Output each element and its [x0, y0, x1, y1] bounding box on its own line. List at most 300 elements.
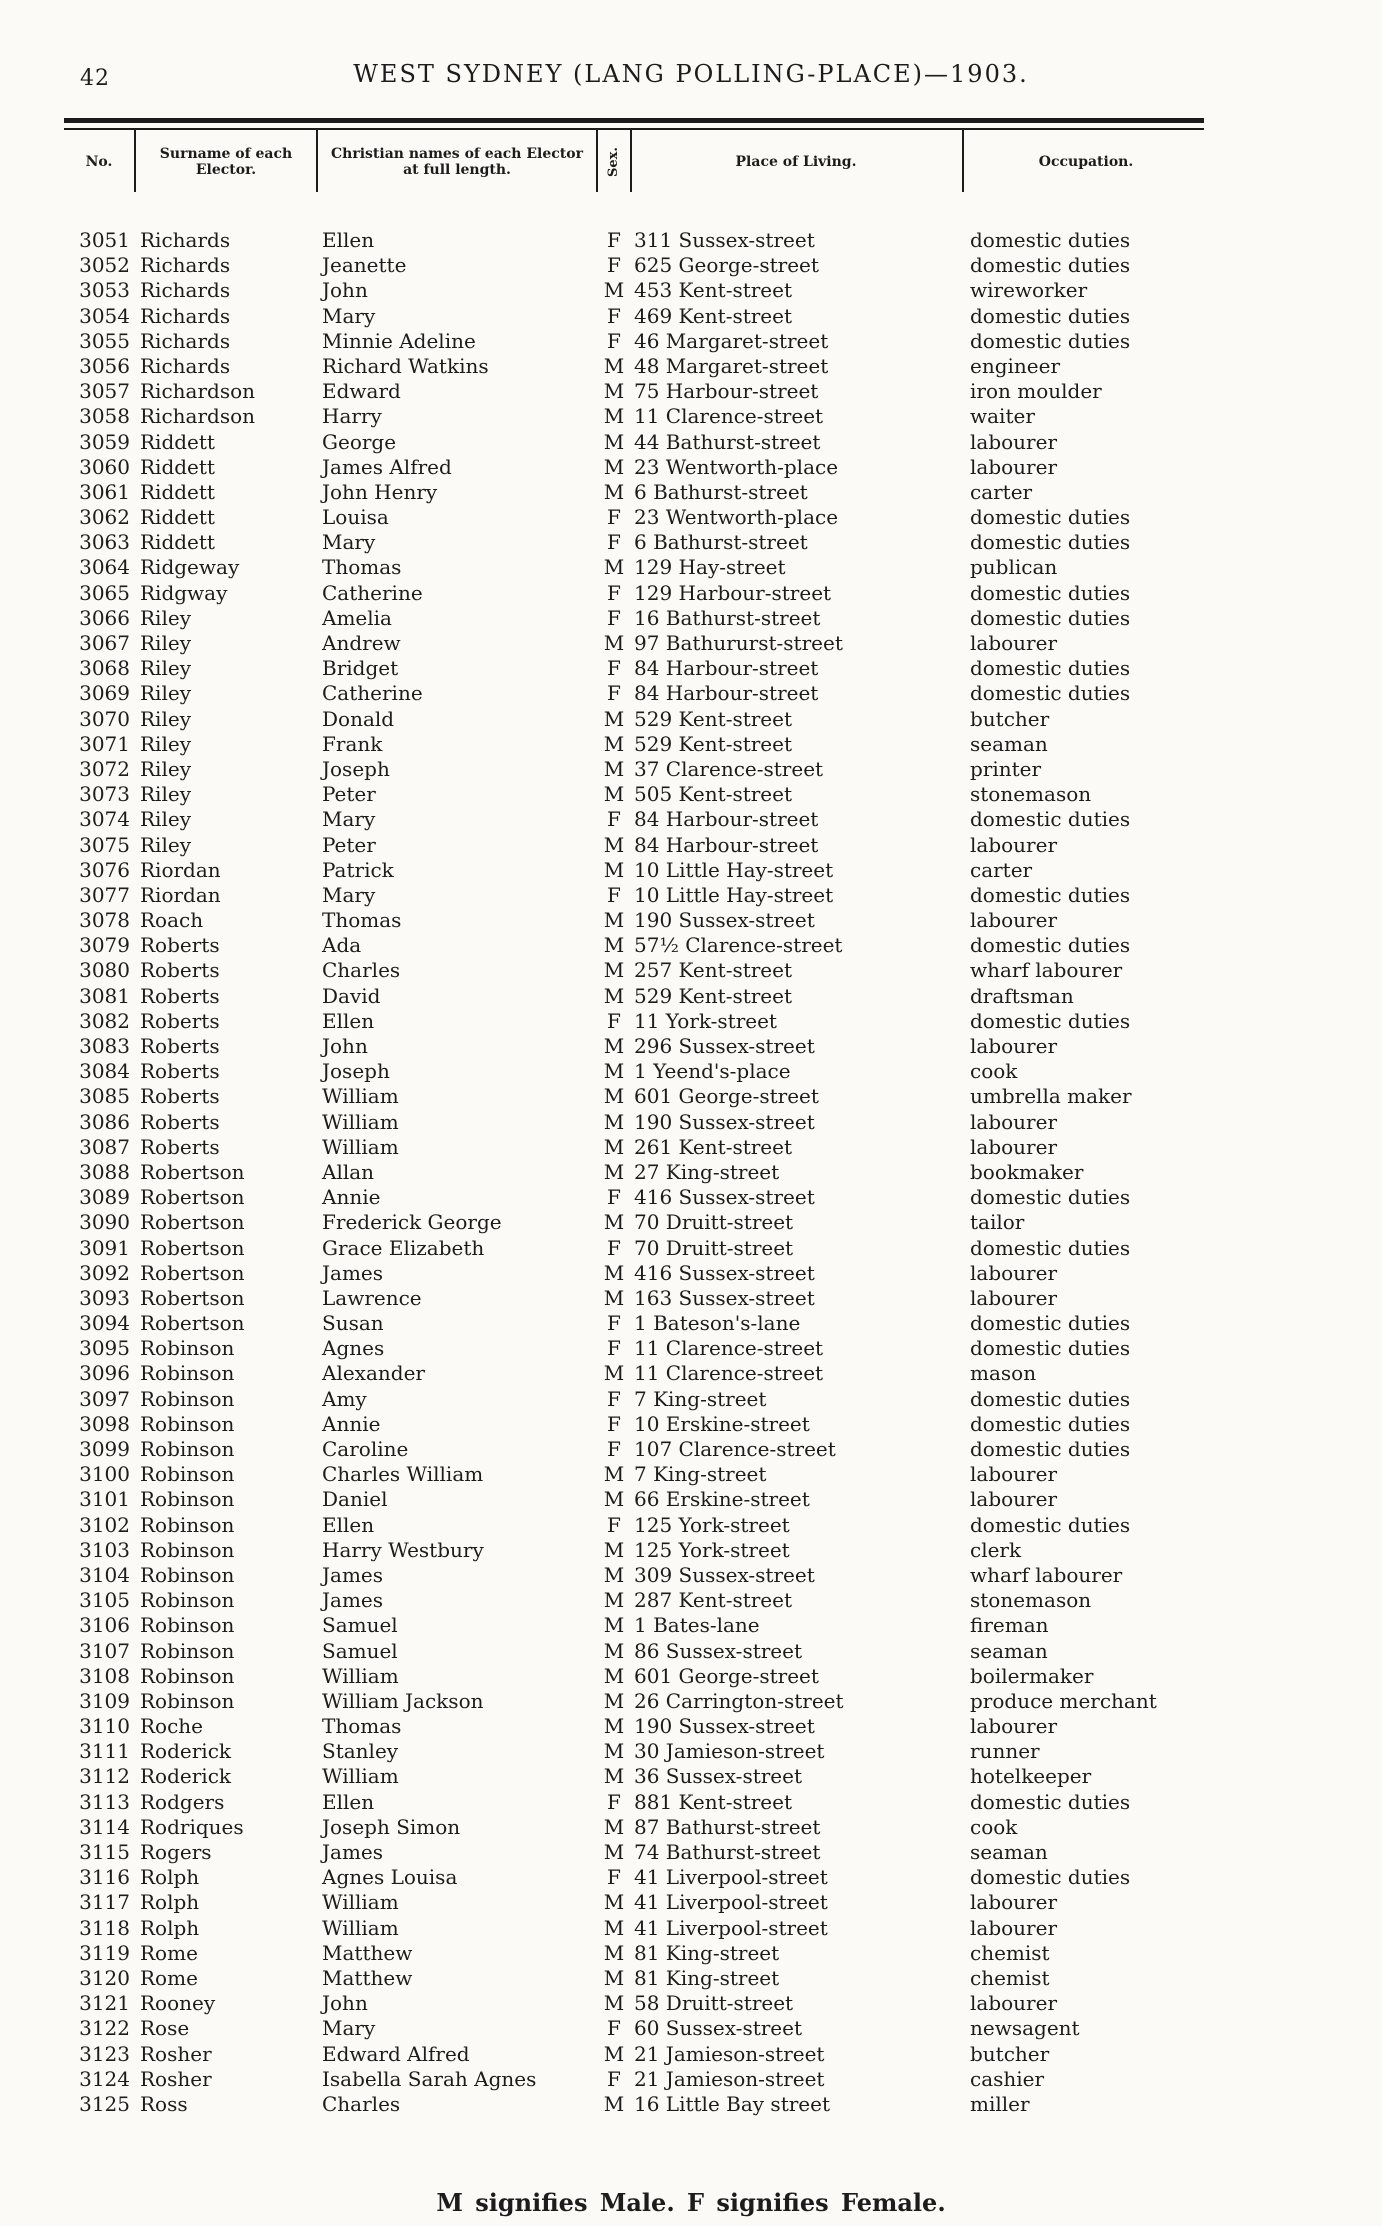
elector-surname: Ross [140, 2091, 188, 2116]
elector-sex: M [603, 1361, 625, 1386]
table-row [0, 581, 1382, 606]
elector-sex: F [607, 580, 621, 605]
elector-number: 3060 [79, 454, 130, 479]
elector-number: 3062 [79, 505, 130, 530]
elector-occupation: labourer [970, 454, 1058, 479]
elector-sex: F [607, 505, 621, 530]
elector-number: 3094 [79, 1311, 130, 1336]
table-row [0, 1261, 1382, 1286]
elector-christian-names: Catherine [322, 681, 423, 706]
elector-place-of-living: 163 Sussex-street [634, 1285, 815, 1310]
elector-number: 3089 [79, 1185, 130, 1210]
elector-surname: Richards [140, 278, 231, 303]
elector-number: 3120 [79, 1965, 130, 1990]
elector-number: 3108 [79, 1663, 130, 1688]
elector-sex: M [603, 756, 625, 781]
elector-christian-names: James [322, 1260, 384, 1285]
elector-sex: F [607, 807, 621, 832]
column-divider [962, 130, 964, 192]
elector-occupation: domestic duties [970, 1865, 1131, 1890]
elector-surname: Riddett [140, 505, 215, 530]
table-row [0, 1135, 1382, 1160]
elector-number: 3076 [79, 857, 130, 882]
elector-number: 3096 [79, 1361, 130, 1386]
elector-occupation: hotelkeeper [970, 1764, 1092, 1789]
table-row [0, 984, 1382, 1009]
elector-place-of-living: 10 Erskine-street [634, 1411, 810, 1436]
elector-place-of-living: 57½ Clarence-street [634, 933, 843, 958]
table-row [0, 505, 1382, 530]
elector-sex: F [607, 2016, 621, 2041]
elector-christian-names: Patrick [322, 857, 394, 882]
column-divider [596, 130, 598, 192]
table-row [0, 1009, 1382, 1034]
elector-number: 3078 [79, 908, 130, 933]
table-row [0, 732, 1382, 757]
elector-occupation: miller [970, 2091, 1030, 2116]
elector-sex: M [603, 1159, 625, 1184]
elector-number: 3061 [79, 479, 130, 504]
elector-sex: F [607, 2066, 621, 2091]
table-row [0, 1739, 1382, 1764]
elector-number: 3125 [79, 2091, 130, 2116]
elector-place-of-living: 125 York-street [634, 1537, 790, 1562]
table-row [0, 278, 1382, 303]
elector-christian-names: Thomas [322, 908, 402, 933]
elector-sex: M [603, 1562, 625, 1587]
elector-sex: M [603, 1739, 625, 1764]
elector-place-of-living: 7 King-street [634, 1462, 767, 1487]
header-rule [64, 118, 1204, 123]
elector-occupation: wharf labourer [970, 1562, 1123, 1587]
elector-number: 3071 [79, 731, 130, 756]
elector-occupation: domestic duties [970, 530, 1131, 555]
elector-sex: F [607, 1411, 621, 1436]
elector-christian-names: Annie [322, 1185, 381, 1210]
elector-place-of-living: 41 Liverpool-street [634, 1915, 828, 1940]
elector-christian-names: Peter [322, 832, 376, 857]
elector-occupation: domestic duties [970, 228, 1131, 252]
elector-christian-names: William [322, 1109, 399, 1134]
table-row [0, 933, 1382, 958]
elector-surname: Robinson [140, 1537, 235, 1562]
elector-christian-names: Samuel [322, 1638, 398, 1663]
table-row [0, 883, 1382, 908]
elector-occupation: newsagent [970, 2016, 1080, 2041]
elector-occupation: printer [970, 756, 1042, 781]
elector-number: 3084 [79, 1059, 130, 1084]
elector-christian-names: John [322, 278, 368, 303]
table-row [0, 606, 1382, 631]
table-row [0, 908, 1382, 933]
elector-sex: M [603, 1714, 625, 1739]
elector-christian-names: Annie [322, 1411, 381, 1436]
elector-occupation: wharf labourer [970, 958, 1123, 983]
elector-sex: F [607, 1008, 621, 1033]
elector-occupation: waiter [970, 404, 1035, 429]
table-row [0, 1941, 1382, 1966]
page-title: WEST SYDNEY (LANG POLLING-PLACE)—1903. [353, 60, 1029, 88]
table-row [0, 304, 1382, 329]
elector-christian-names: William [322, 1663, 399, 1688]
elector-surname: Richards [140, 328, 231, 353]
elector-christian-names: William [322, 1764, 399, 1789]
elector-sex: F [607, 1789, 621, 1814]
elector-number: 3101 [79, 1487, 130, 1512]
elector-christian-names: Allan [322, 1159, 375, 1184]
elector-christian-names: James [322, 1562, 384, 1587]
elector-sex: F [607, 882, 621, 907]
elector-place-of-living: 453 Kent-street [634, 278, 793, 303]
elector-number: 3082 [79, 1008, 130, 1033]
table-row [0, 430, 1382, 455]
elector-number: 3053 [79, 278, 130, 303]
elector-surname: Riddett [140, 429, 215, 454]
elector-sex: M [603, 429, 625, 454]
elector-place-of-living: 296 Sussex-street [634, 1034, 815, 1058]
elector-surname: Rome [140, 1965, 198, 1990]
elector-number: 3105 [79, 1588, 130, 1613]
elector-surname: Riordan [140, 882, 221, 907]
elector-occupation: umbrella maker [970, 1084, 1132, 1109]
table-row [0, 1790, 1382, 1815]
elector-sex: M [603, 1915, 625, 1940]
elector-surname: Robinson [140, 1562, 235, 1587]
elector-sex: M [603, 379, 625, 404]
elector-place-of-living: 41 Liverpool-street [634, 1865, 828, 1890]
elector-occupation: labourer [970, 1134, 1058, 1159]
elector-surname: Riley [140, 756, 191, 781]
elector-christian-names: Louisa [322, 505, 389, 530]
elector-christian-names: Harry [322, 404, 382, 429]
elector-place-of-living: 84 Harbour-street [634, 807, 819, 832]
elector-occupation: domestic duties [970, 681, 1131, 706]
elector-sex: M [603, 404, 625, 429]
table-row [0, 1336, 1382, 1361]
table-row [0, 757, 1382, 782]
elector-number: 3063 [79, 530, 130, 555]
elector-christian-names: William [322, 1890, 399, 1915]
elector-surname: Richards [140, 353, 231, 378]
elector-place-of-living: 21 Jamieson-street [634, 2066, 825, 2091]
elector-christian-names: Ada [322, 933, 362, 958]
table-row [0, 782, 1382, 807]
table-row [0, 1815, 1382, 1840]
elector-sex: M [603, 1940, 625, 1965]
elector-surname: Roberts [140, 983, 220, 1008]
elector-surname: Richardson [140, 404, 256, 429]
table-row [0, 455, 1382, 480]
table-row [0, 228, 1382, 253]
table-row [0, 1210, 1382, 1235]
table-row [0, 807, 1382, 832]
elector-sex: M [603, 1814, 625, 1839]
elector-occupation: engineer [970, 353, 1061, 378]
elector-place-of-living: 129 Harbour-street [634, 580, 832, 605]
elector-number: 3109 [79, 1688, 130, 1713]
elector-number: 3112 [79, 1764, 130, 1789]
elector-place-of-living: 21 Jamieson-street [634, 2041, 825, 2066]
elector-number: 3073 [79, 782, 130, 807]
elector-place-of-living: 11 York-street [634, 1008, 777, 1033]
elector-sex: F [607, 605, 621, 630]
elector-sex: M [603, 832, 625, 857]
elector-sex: M [603, 1285, 625, 1310]
column-header-place: Place of Living. [735, 154, 857, 170]
elector-occupation: labourer [970, 1462, 1058, 1487]
elector-christian-names: Joseph [322, 1059, 390, 1084]
elector-christian-names: Joseph [322, 756, 390, 781]
elector-christian-names: Charles William [322, 1462, 484, 1487]
elector-surname: Ridgeway [140, 555, 240, 580]
elector-number: 3057 [79, 379, 130, 404]
elector-christian-names: Susan [322, 1311, 384, 1336]
footer-legend: M signifies Male. F signifies Female. [436, 2188, 946, 2217]
table-row [0, 2042, 1382, 2067]
table-row [0, 631, 1382, 656]
elector-place-of-living: 26 Carrington-street [634, 1688, 844, 1713]
elector-sex: M [603, 1991, 625, 2016]
elector-christian-names: Agnes Louisa [322, 1865, 458, 1890]
elector-place-of-living: 505 Kent-street [634, 782, 793, 807]
elector-surname: Roberts [140, 933, 220, 958]
table-row [0, 1538, 1382, 1563]
elector-surname: Richardson [140, 379, 256, 404]
elector-sex: F [607, 1865, 621, 1890]
elector-surname: Robinson [140, 1336, 235, 1361]
elector-christian-names: Bridget [322, 656, 399, 681]
elector-surname: Roderick [140, 1764, 232, 1789]
elector-occupation: carter [970, 479, 1033, 504]
elector-sex: M [603, 1890, 625, 1915]
elector-occupation: butcher [970, 2041, 1050, 2066]
elector-surname: Roche [140, 1714, 204, 1739]
elector-number: 3100 [79, 1462, 130, 1487]
elector-occupation: carter [970, 857, 1033, 882]
table-row [0, 1034, 1382, 1059]
table-row [0, 1185, 1382, 1210]
elector-place-of-living: 1 Bateson's-lane [634, 1311, 801, 1336]
elector-christian-names: Mary [322, 303, 376, 328]
elector-place-of-living: 10 Little Hay-street [634, 857, 834, 882]
elector-sex: F [607, 1512, 621, 1537]
table-row [0, 833, 1382, 858]
elector-christian-names: Matthew [322, 1940, 413, 1965]
column-header-christian: Christian names of each Elector at full length. [331, 146, 583, 178]
elector-number: 3107 [79, 1638, 130, 1663]
elector-number: 3066 [79, 605, 130, 630]
elector-place-of-living: 48 Margaret-street [634, 353, 829, 378]
elector-christian-names: Mary [322, 807, 376, 832]
table-row [0, 1689, 1382, 1714]
elector-christian-names: Stanley [322, 1739, 399, 1764]
elector-number: 3064 [79, 555, 130, 580]
elector-place-of-living: 190 Sussex-street [634, 1714, 815, 1739]
elector-christian-names: Frank [322, 731, 383, 756]
elector-sex: M [603, 1588, 625, 1613]
elector-surname: Roberts [140, 1008, 220, 1033]
elector-christian-names: Mary [322, 882, 376, 907]
elector-place-of-living: 16 Little Bay street [634, 2091, 830, 2116]
elector-surname: Roach [140, 908, 204, 933]
elector-number: 3074 [79, 807, 130, 832]
elector-surname: Riddett [140, 454, 215, 479]
table-row [0, 1613, 1382, 1638]
elector-christian-names: Amelia [322, 605, 392, 630]
elector-place-of-living: 311 Sussex-street [634, 228, 815, 252]
elector-sex: F [607, 1336, 621, 1361]
elector-sex: F [607, 303, 621, 328]
elector-christian-names: William [322, 1084, 399, 1109]
elector-surname: Rome [140, 1940, 198, 1965]
elector-christian-names: Mary [322, 530, 376, 555]
elector-number: 3114 [79, 1814, 130, 1839]
elector-christian-names: Charles [322, 2091, 401, 2116]
elector-surname: Robertson [140, 1210, 245, 1235]
elector-christian-names: Frederick George [322, 1210, 502, 1235]
elector-place-of-living: 74 Bathurst-street [634, 1840, 821, 1864]
elector-surname: Rolph [140, 1915, 200, 1940]
elector-surname: Roberts [140, 1134, 220, 1159]
table-row [0, 1588, 1382, 1613]
elector-surname: Rogers [140, 1840, 212, 1864]
elector-occupation: seaman [970, 1638, 1048, 1663]
elector-number: 3079 [79, 933, 130, 958]
elector-number: 3085 [79, 1084, 130, 1109]
elector-surname: Riordan [140, 857, 221, 882]
elector-number: 3067 [79, 631, 130, 655]
elector-christian-names: Ellen [322, 1008, 375, 1033]
elector-sex: M [603, 454, 625, 479]
elector-christian-names: Jeanette [322, 253, 407, 278]
elector-number: 3122 [79, 2016, 130, 2041]
elector-surname: Riley [140, 706, 191, 731]
elector-occupation: labourer [970, 1915, 1058, 1940]
elector-place-of-living: 84 Harbour-street [634, 681, 819, 706]
elector-sex: F [607, 1185, 621, 1210]
elector-occupation: domestic duties [970, 1235, 1131, 1260]
elector-number: 3091 [79, 1235, 130, 1260]
elector-surname: Rodriques [140, 1814, 244, 1839]
elector-occupation: domestic duties [970, 303, 1131, 328]
table-row [0, 1991, 1382, 2016]
elector-place-of-living: 97 Bathururst-street [634, 631, 843, 655]
elector-place-of-living: 257 Kent-street [634, 958, 793, 983]
elector-christian-names: Caroline [322, 1437, 409, 1461]
elector-surname: Roberts [140, 958, 220, 983]
elector-sex: F [607, 228, 621, 252]
elector-surname: Roberts [140, 1034, 220, 1058]
elector-occupation: domestic duties [970, 1437, 1131, 1461]
elector-surname: Robinson [140, 1588, 235, 1613]
elector-place-of-living: 529 Kent-street [634, 983, 793, 1008]
table-row [0, 1160, 1382, 1185]
elector-number: 3095 [79, 1336, 130, 1361]
elector-number: 3052 [79, 253, 130, 278]
elector-sex: M [603, 782, 625, 807]
elector-number: 3098 [79, 1411, 130, 1436]
elector-christian-names: James [322, 1588, 384, 1613]
elector-occupation: labourer [970, 908, 1058, 933]
elector-number: 3080 [79, 958, 130, 983]
elector-occupation: produce merchant [970, 1688, 1157, 1713]
elector-surname: Riley [140, 631, 191, 655]
elector-sex: M [603, 353, 625, 378]
elector-surname: Rodgers [140, 1789, 225, 1814]
elector-occupation: cook [970, 1059, 1018, 1084]
elector-place-of-living: 529 Kent-street [634, 706, 793, 731]
elector-sex: F [607, 328, 621, 353]
table-row [0, 1059, 1382, 1084]
elector-christian-names: Mary [322, 2016, 376, 2041]
table-row [0, 1311, 1382, 1336]
elector-place-of-living: 287 Kent-street [634, 1588, 793, 1613]
elector-surname: Robinson [140, 1638, 235, 1663]
elector-christian-names: Ellen [322, 228, 375, 252]
elector-occupation: cook [970, 1814, 1018, 1839]
table-row [0, 404, 1382, 429]
elector-occupation: labourer [970, 1285, 1058, 1310]
elector-occupation: boilermaker [970, 1663, 1094, 1688]
elector-surname: Robertson [140, 1235, 245, 1260]
elector-occupation: labourer [970, 832, 1058, 857]
elector-number: 3097 [79, 1386, 130, 1411]
elector-number: 3077 [79, 882, 130, 907]
elector-christian-names: John [322, 1991, 368, 2016]
elector-sex: M [603, 983, 625, 1008]
elector-number: 3092 [79, 1260, 130, 1285]
elector-place-of-living: 23 Wentworth-place [634, 505, 839, 530]
elector-place-of-living: 16 Bathurst-street [634, 605, 821, 630]
elector-occupation: labourer [970, 1487, 1058, 1512]
elector-christian-names: Grace Elizabeth [322, 1235, 485, 1260]
elector-place-of-living: 60 Sussex-street [634, 2016, 803, 2041]
elector-sex: F [607, 681, 621, 706]
elector-number: 3118 [79, 1915, 130, 1940]
table-row [0, 1865, 1382, 1890]
elector-occupation: chemist [970, 1940, 1050, 1965]
elector-number: 3104 [79, 1562, 130, 1587]
elector-occupation: chemist [970, 1965, 1050, 1990]
elector-sex: M [603, 1487, 625, 1512]
elector-number: 3081 [79, 983, 130, 1008]
elector-christian-names: James [322, 1840, 384, 1864]
table-row [0, 1236, 1382, 1261]
table-row [0, 1487, 1382, 1512]
elector-occupation: domestic duties [970, 1789, 1131, 1814]
elector-place-of-living: 44 Bathurst-street [634, 429, 821, 454]
elector-occupation: labourer [970, 1714, 1058, 1739]
elector-surname: Robertson [140, 1185, 245, 1210]
electors-list [0, 228, 1382, 2117]
elector-surname: Roberts [140, 1109, 220, 1134]
elector-surname: Riley [140, 832, 191, 857]
elector-surname: Riley [140, 605, 191, 630]
elector-sex: M [603, 1084, 625, 1109]
elector-surname: Robinson [140, 1386, 235, 1411]
elector-christian-names: David [322, 983, 381, 1008]
elector-number: 3124 [79, 2066, 130, 2091]
elector-place-of-living: 84 Harbour-street [634, 656, 819, 681]
elector-occupation: domestic duties [970, 1185, 1131, 1210]
elector-place-of-living: 81 King-street [634, 1940, 780, 1965]
elector-number: 3103 [79, 1537, 130, 1562]
elector-number: 3051 [79, 228, 130, 252]
elector-sex: M [603, 2091, 625, 2116]
elector-surname: Rosher [140, 2041, 212, 2066]
elector-place-of-living: 416 Sussex-street [634, 1185, 815, 1210]
table-row [0, 1664, 1382, 1689]
